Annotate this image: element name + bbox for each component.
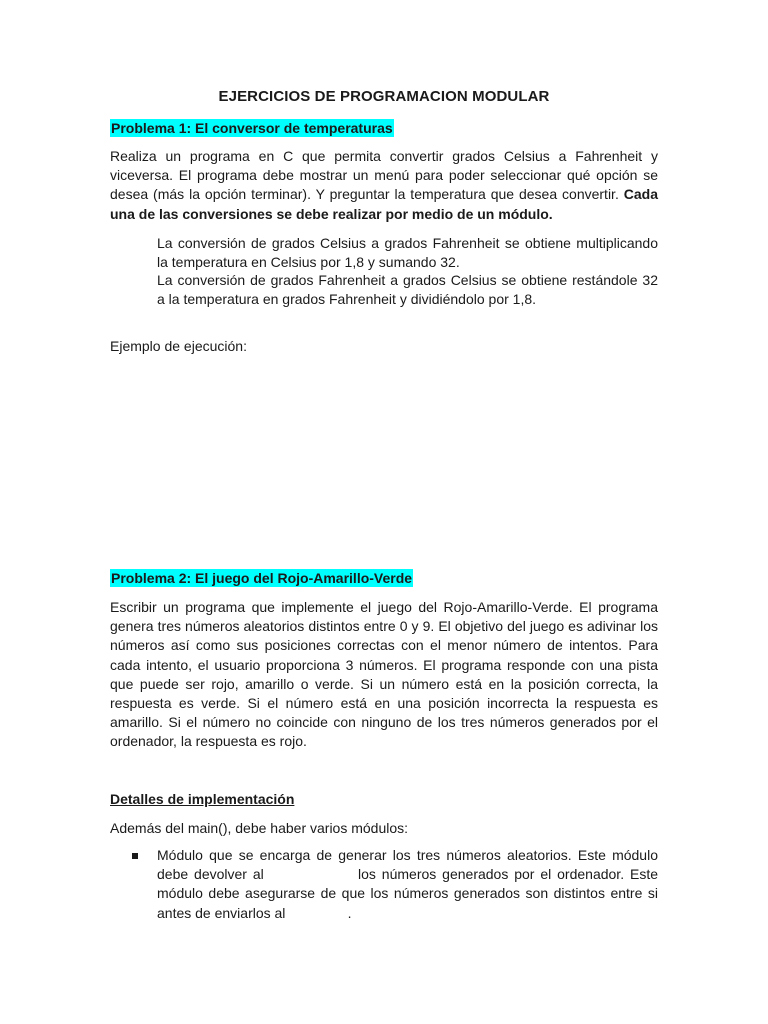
details-intro: Además del main(), debe haber varios módulos: xyxy=(110,820,409,836)
bullet-item-random-module: Módulo que se encarga de generar los tres números aleatorios. Este módulo debe devolver al los números generados por el ordenador. Este módulo debe asegurarse de que los números generados son distintos entre si antes de enviarlos al . xyxy=(157,847,662,921)
problem1-intro xyxy=(110,147,658,224)
document-title: EJERCICIOS DE PROGRAMACION MODULAR xyxy=(218,88,550,105)
problem2-description: Escribir un programa que implemente el juego del Rojo-Amarillo-Verde. El programa genera tres números aleatorios distintos entre 0 y 9. El objetivo del juego es adivinar los números así como sus posiciones correctas con el menor número de intentos. Para cada intento, el usuario proporciona 3 números. El programa responde con una pista que puede ser rojo, amarillo o verde. Si un número está en la posición correcta, la respuesta es verde. Si el número está en una posición incorrecta la respuesta es amarillo. Si el número no coincide con ninguno de los tres números generados por el ordenador, la respuesta es rojo. xyxy=(110,599,658,750)
problem1-conversion-f-to-c: La conversión de grados Fahrenheit a grados Celsius se obtiene restándole 32 a la temperatura en grados Fahrenheit y dividiéndolo por 1,8. xyxy=(157,272,658,307)
problem2-heading: Problema 2: El juego del Rojo-Amarillo-Verde xyxy=(111,570,413,586)
problem1-conversion-c-to-f: La conversión de grados Celsius a grados Fahrenheit se obtiene multiplicando la temperatura en Celsius por 1,8 y sumando 32. xyxy=(157,235,658,270)
problem1-intro-text: Realiza un programa en C que permita convertir grados Celsius a Fahrenheit y viceversa. El programa debe mostrar un menú para poder seleccionar qué opción se desea (más la opción terminar). Y preguntar la temperatura que desea convertir. xyxy=(110,148,658,203)
bullet-square-icon xyxy=(132,853,138,859)
example-label: Ejemplo de ejecución: xyxy=(110,338,247,354)
details-heading: Detalles de implementación xyxy=(110,791,295,807)
problem1-heading: Problema 1: El conversor de temperaturas xyxy=(111,120,393,136)
problem1-intro-bold: Cada una de las conversiones se debe realizar por medio de un módulo. xyxy=(110,186,658,222)
